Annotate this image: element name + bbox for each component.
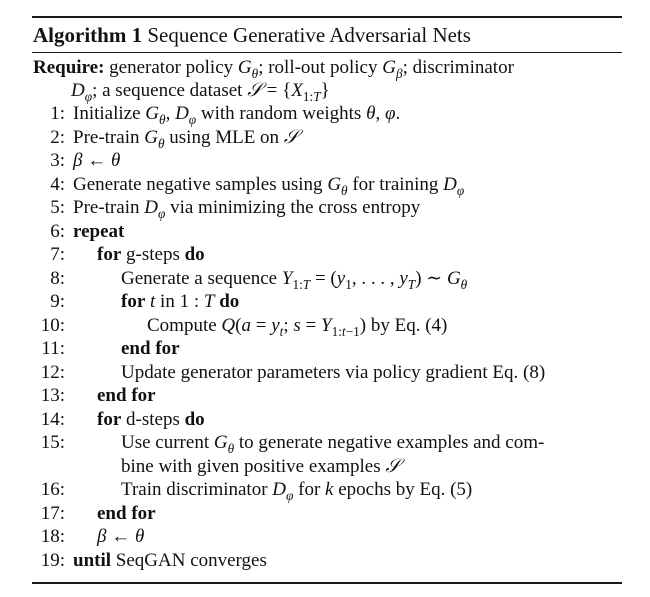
algorithm-line (0, 525, 650, 549)
algorithm-label: Algorithm 1 (33, 23, 143, 47)
line-text: Pre-train $G_\theta$ using MLE on 𝒮 (73, 126, 299, 151)
algorithm-caption (33, 20, 471, 50)
line-number: 2: (50, 126, 65, 148)
line-text: repeat (73, 220, 125, 242)
line-number: 9: (50, 291, 65, 312)
algorithm-line-continued (0, 455, 650, 479)
line-number: 1: (50, 103, 65, 124)
algorithm-line (0, 478, 650, 502)
line-text: β ← θ (73, 150, 121, 171)
require-block (33, 56, 625, 102)
line-text: until SeqGAN converges (73, 549, 267, 571)
caption-rule (32, 52, 622, 53)
line-text: for g-steps do (97, 244, 205, 265)
require-keyword: Require: (33, 57, 105, 78)
require-text: generator policy $G_\theta$; roll-out policy $G_\beta$; discriminator (109, 57, 514, 81)
line-number: 4: (50, 173, 65, 195)
line-number: 13: (40, 385, 65, 406)
line-number: 12: (40, 361, 65, 383)
line-number: 7: (50, 244, 65, 265)
line-text: Pre-train $D_\varphi$ via minimizing the cross entropy (73, 197, 421, 221)
algorithm-line (0, 502, 650, 526)
algorithm-line (0, 431, 650, 455)
algorithm-body (0, 102, 650, 572)
algorithm-line (0, 361, 650, 385)
line-text: Generate negative samples using $G_\theta$ for training $D_\varphi$ (73, 173, 465, 198)
algorithm-line (0, 149, 650, 173)
algorithm-line (0, 267, 650, 291)
algorithm-line (0, 337, 650, 361)
require-text-continued: $D_\varphi$; a sequence dataset 𝒮 = $\{X_{1:T}\}$ (71, 80, 330, 104)
line-number: 10: (40, 314, 65, 336)
line-text: Train discriminator $D_\varphi$ for k epochs by Eq. (5) (121, 479, 473, 503)
algorithm-line (0, 549, 650, 573)
line-text: Use current $G_\theta$ to generate negative examples and com- (121, 432, 545, 456)
algorithm-line (0, 173, 650, 197)
line-number: 5: (50, 197, 65, 218)
line-text: Update generator parameters via policy gradient Eq. (8) (121, 361, 546, 383)
line-number: 8: (50, 267, 65, 289)
line-text: Compute $Q(a = y_t$; $s = Y_{1:t-1}$) by Eq. (4) (147, 314, 448, 339)
line-text: for d-steps do (97, 408, 205, 430)
line-text: bine with given positive examples 𝒮 (121, 455, 401, 477)
algorithm-line (0, 243, 650, 267)
line-text: end for (97, 502, 156, 524)
line-number: 19: (40, 549, 65, 571)
algorithm-line (0, 314, 650, 338)
algorithm-name: Sequence Generative Adversarial Nets (147, 23, 471, 47)
line-text: end for (121, 338, 180, 359)
line-number: 16: (40, 479, 65, 500)
algorithm-line (0, 196, 650, 220)
line-text: for t in 1 : T do (121, 291, 240, 312)
line-number: 6: (50, 220, 65, 242)
algorithm-line (0, 408, 650, 432)
line-number: 18: (40, 526, 65, 547)
algorithm-line (0, 220, 650, 244)
bottom-rule (32, 582, 622, 584)
line-number: 15: (40, 432, 65, 453)
line-number: 17: (40, 502, 65, 524)
line-text: end for (97, 385, 156, 406)
line-number: 14: (40, 408, 65, 430)
algorithm-line (0, 126, 650, 150)
algorithm-line (0, 290, 650, 314)
line-text: β ← θ (97, 526, 145, 547)
line-text: Generate a sequence $Y_{1:T} = (y_1$, . . . , $y_T$) ∼ $G_\theta$ (121, 267, 468, 292)
algorithm-line (0, 384, 650, 408)
algorithm-line (0, 102, 650, 126)
line-number: 11: (41, 338, 65, 359)
top-rule (32, 16, 622, 18)
line-number: 3: (50, 150, 65, 171)
line-text: Initialize $G_\theta$, $D_\varphi$ with random weights θ, φ. (73, 103, 401, 127)
